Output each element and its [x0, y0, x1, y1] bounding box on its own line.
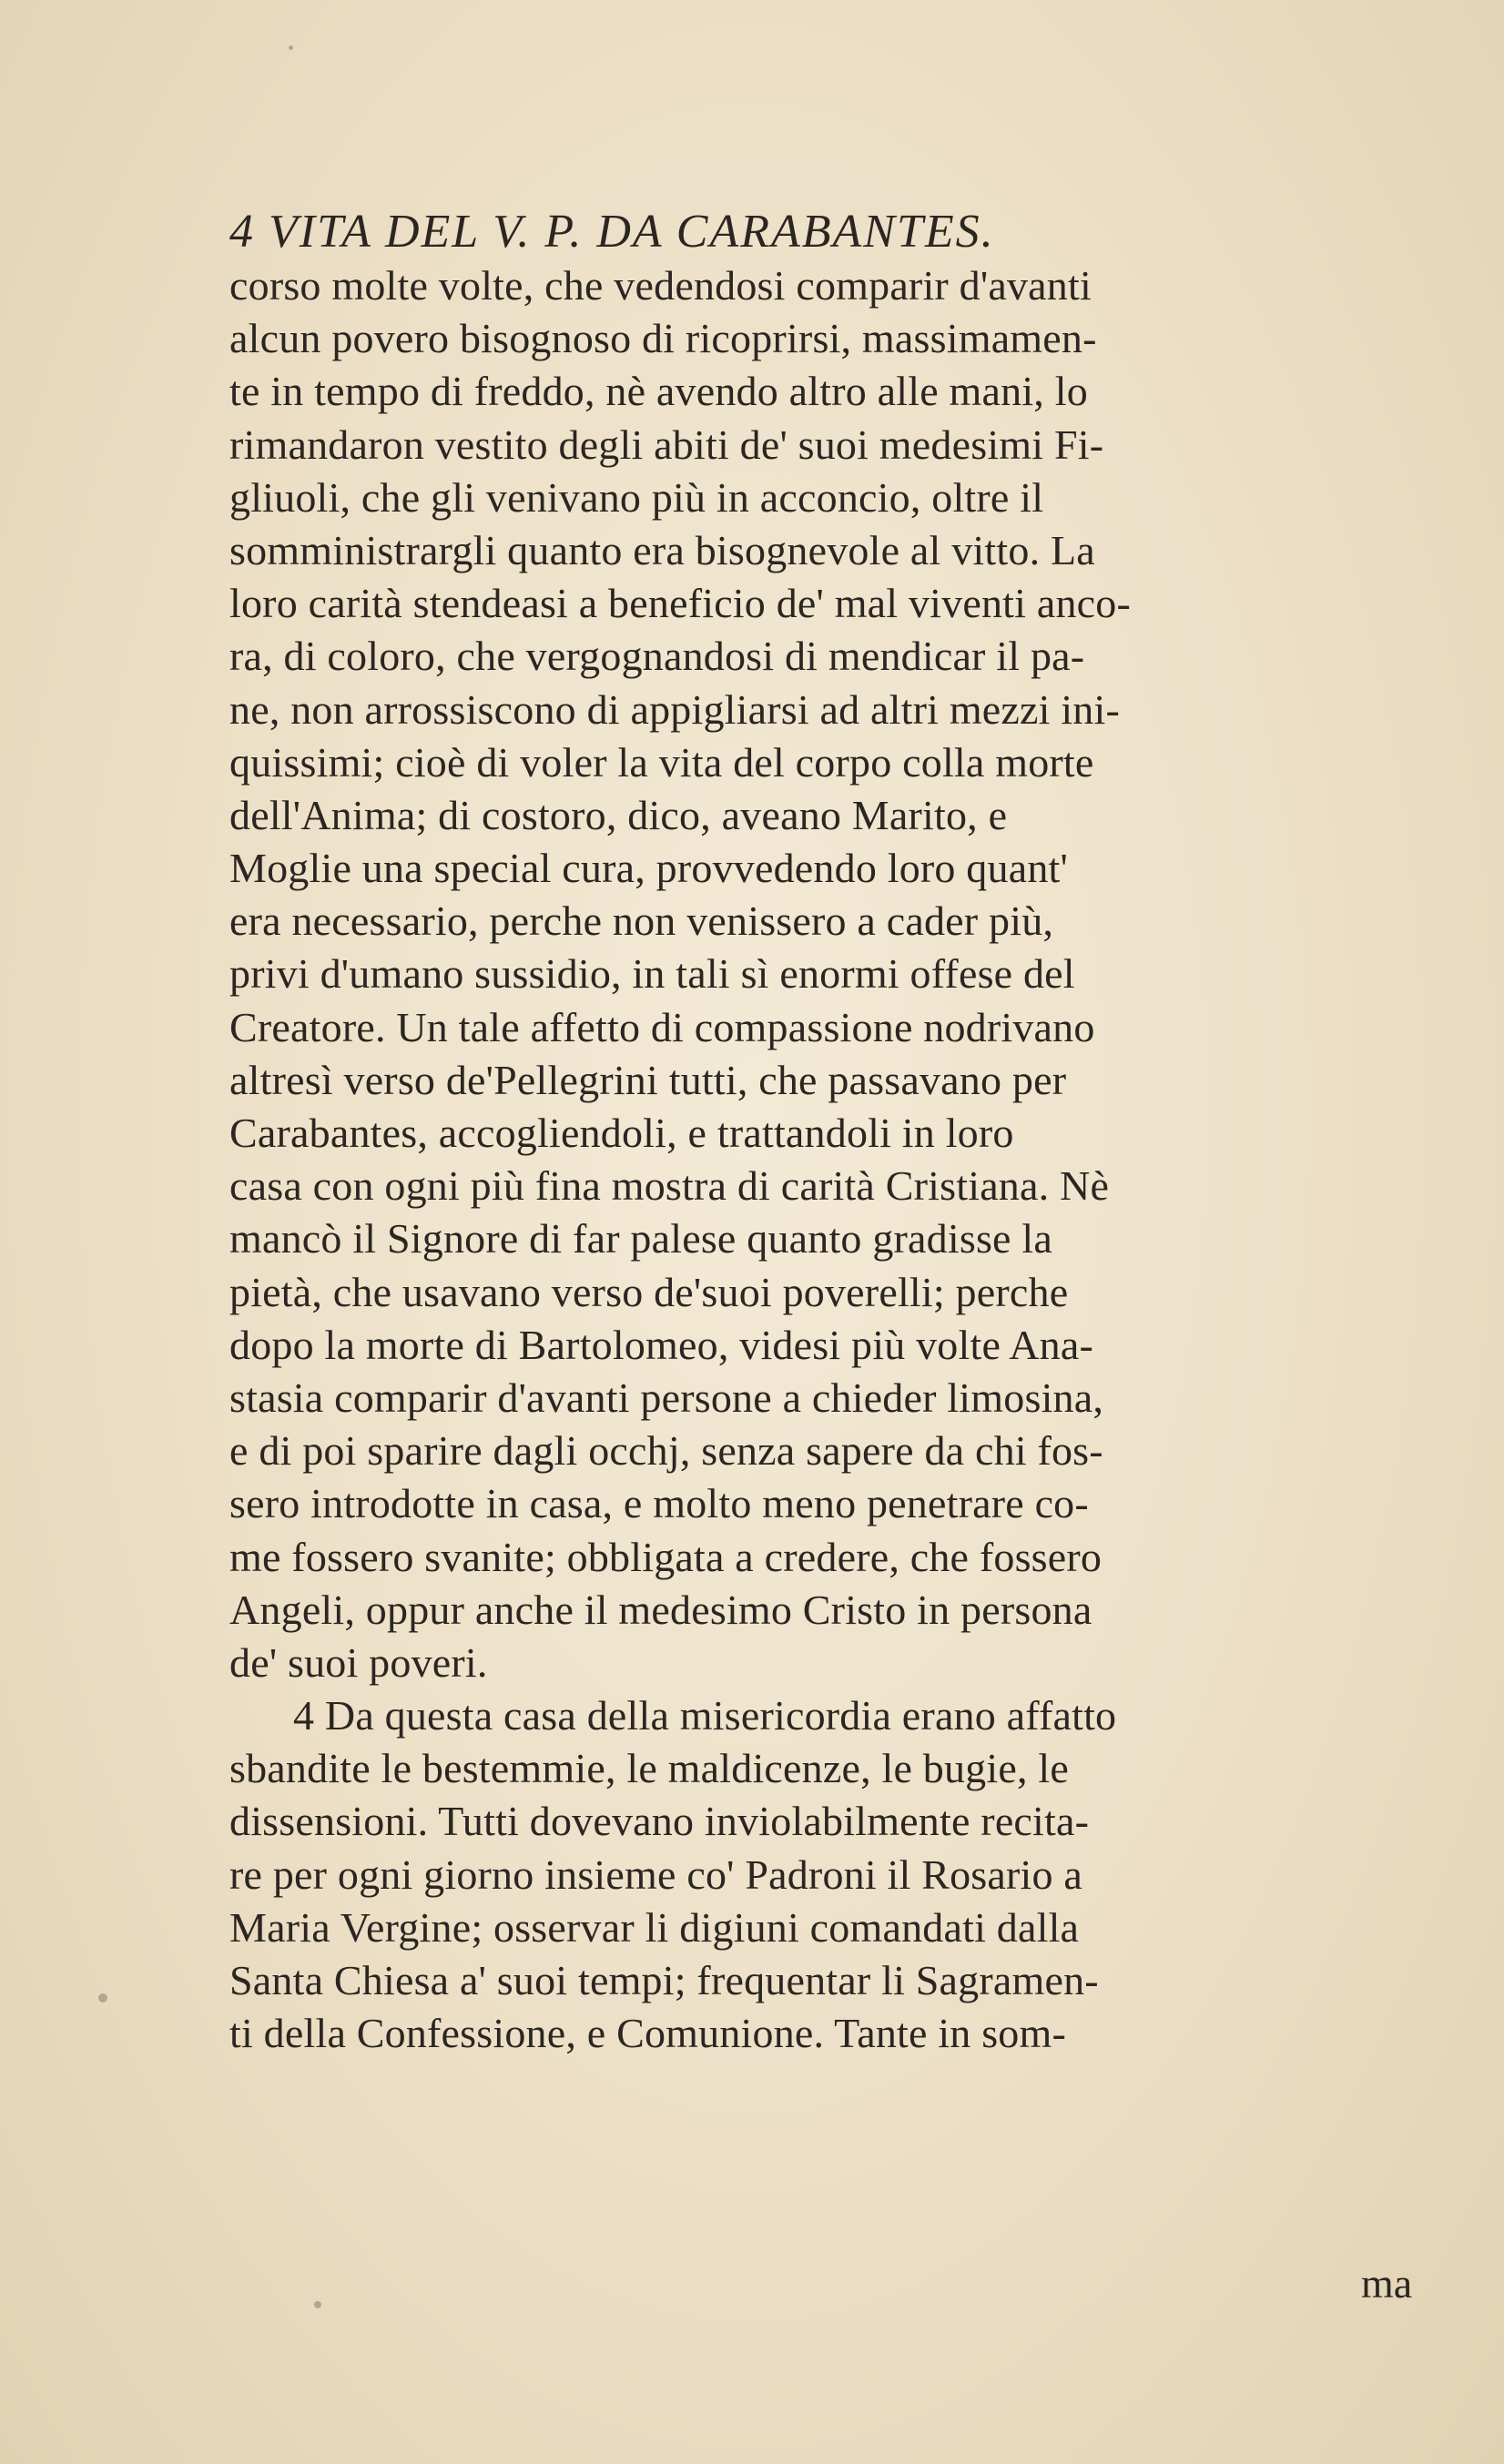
text-line: dell'Anima; di costoro, dico, aveano Marito, e	[229, 791, 1008, 838]
paper-speck	[289, 46, 293, 50]
text-line: Carabantes, accogliendoli, e trattandoli in loro	[229, 1110, 1014, 1156]
text-line: Angeli, oppur anche il medesimo Cristo in persona	[229, 1586, 1092, 1633]
text-line: sbandite le bestemmie, le maldicenze, le bugie, le	[229, 1745, 1069, 1792]
text-line: e di poi sparire dagli occhj, senza sapere da chi fos-	[229, 1427, 1103, 1475]
text-line: stasia comparir d'avanti persone a chieder limosina,	[229, 1374, 1104, 1421]
catchword: ma	[1361, 2260, 1413, 2307]
text-line: casa con ogni più fina mostra di carità Cristiana. Nè	[229, 1162, 1110, 1210]
text-line: somministrargli quanto era bisognevole al vitto. La	[229, 526, 1095, 573]
text-line: gliuoli, che gli venivano più in acconcio, oltre il	[229, 473, 1044, 521]
text-line: ne, non arrossiscono di appigliarsi ad altri mezzi ini-	[229, 685, 1121, 733]
text-line: de' suoi poveri.	[229, 1638, 488, 1686]
text-line: Moglie una special cura, provvedendo loro quant'	[229, 845, 1068, 892]
text-line: Santa Chiesa a' suoi tempi; frequentar li Sagramen-	[229, 1957, 1099, 2003]
text-line: te in tempo di freddo, nè avendo altro alle mani, lo	[229, 368, 1088, 415]
text-line: Maria Vergine; osservar li digiuni comandati dalla	[229, 1903, 1080, 1951]
text-line: Creatore. Un tale affetto di compassione nodrivano	[229, 1003, 1095, 1050]
running-header: 4 VITA DEL V. P. DA CARABANTES.	[229, 206, 995, 258]
text-line: pietà, che usavano verso de'suoi poverelli; perche	[229, 1268, 1069, 1315]
text-line: loro carità stendeasi a beneficio de' mal viventi anco-	[229, 580, 1131, 627]
text-line: ra, di coloro, che vergognandosi di mendicar il pa-	[229, 633, 1085, 680]
text-line: altresì verso de'Pellegrini tutti, che passavano per	[229, 1056, 1067, 1103]
text-block	[229, 205, 1468, 2060]
text-line: privi d'umano sussidio, in tali sì enormi offese del	[229, 950, 1075, 998]
text-line: era necessario, perche non venissero a cader più,	[229, 897, 1054, 945]
text-line: dissensioni. Tutti dovevano inviolabilmente recita-	[229, 1798, 1090, 1845]
text-line: corso molte volte, che vedendosi comparir d'avanti	[229, 262, 1092, 309]
text-line: rimandaron vestito degli abiti de' suoi medesimi Fi-	[229, 421, 1104, 468]
text-line: me fossero svanite; obbligata a credere, che fossero	[229, 1533, 1103, 1580]
paper-speck	[314, 2301, 321, 2308]
text-line: ti della Confessione, e Comunione. Tante in som-	[229, 2010, 1066, 2057]
text-line: re per ogni giorno insieme co' Padroni il Rosario a	[229, 1851, 1083, 1898]
text-line: quissimi; cioè di voler la vita del corpo colla morte	[229, 738, 1094, 786]
text-line: sero introdotte in casa, e molto meno penetrare co-	[229, 1480, 1089, 1527]
text-line: alcun povero bisognoso di ricoprirsi, massimamen-	[229, 315, 1097, 362]
text-line: dopo la morte di Bartolomeo, videsi più volte Ana-	[229, 1321, 1094, 1368]
paper-speck	[98, 1993, 107, 2003]
paragraph-start-line: 4 Da questa casa della misericordia erano affatto	[293, 1692, 1117, 1739]
text-line: mancò il Signore di far palese quanto gradisse la	[229, 1215, 1052, 1262]
